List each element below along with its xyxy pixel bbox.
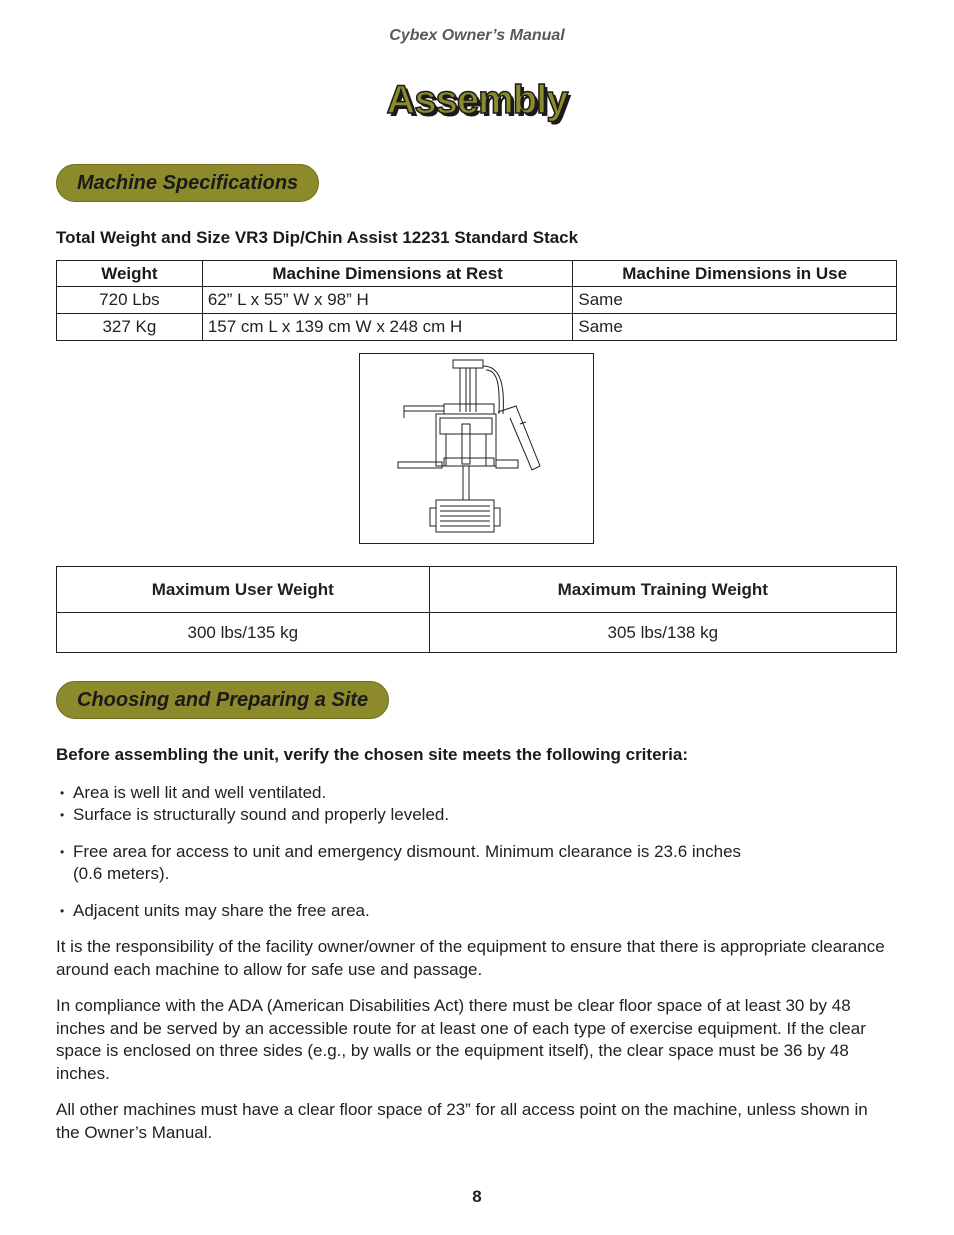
paragraph-clear-floor-space: All other machines must have a clear floor space of 23” for all access point on the machine, unless shown in the Owner’s Manual.: [56, 1100, 868, 1142]
list-item: [60, 782, 880, 804]
cell-max-user-weight: 300 lbs/135 kg: [57, 613, 430, 653]
cell-max-training-weight: 305 lbs/138 kg: [429, 613, 896, 653]
table-row: [57, 613, 897, 653]
list-item: [60, 900, 880, 922]
running-header: Cybex Owner’s Manual: [389, 27, 565, 44]
page-title: Assembly: [386, 78, 568, 122]
table-row: [57, 314, 897, 341]
page-number: 8: [472, 1187, 482, 1206]
section-heading-choosing-site: Choosing and Preparing a Site: [56, 681, 389, 719]
spec-table-caption: Total Weight and Size VR3 Dip/Chin Assist 12231 Standard Stack: [56, 228, 579, 247]
bullet-text: Free area for access to unit and emergency dismount. Minimum clearance is 23.6 inches: [73, 842, 742, 861]
spec-cell-dimensions-use: Same: [573, 314, 897, 341]
table-row: [57, 287, 897, 314]
machine-figure: [359, 353, 594, 544]
paragraph-responsibility: It is the responsibility of the facility owner/owner of the equipment to ensure that there is appropriate clearance around each machine to allow for safe use and passage.: [56, 937, 885, 979]
load-table-header-row: [57, 567, 897, 613]
bullet-text: Surface is structurally sound and properly leveled.: [73, 805, 450, 824]
header-max-user-weight: Maximum User Weight: [57, 567, 430, 613]
load-table: [56, 566, 897, 653]
spec-table: [56, 260, 897, 341]
section-heading-machine-specifications: Machine Specifications: [56, 164, 319, 202]
bullet-text-continuation: (0.6 meters).: [73, 864, 170, 883]
spec-cell-dimensions-rest: 157 cm L x 139 cm W x 248 cm H: [202, 314, 573, 341]
spec-header-dimensions-rest: Machine Dimensions at Rest: [202, 261, 573, 287]
spec-header-dimensions-use: Machine Dimensions in Use: [573, 261, 897, 287]
spec-cell-dimensions-use: Same: [573, 287, 897, 314]
spec-header-weight: Weight: [57, 261, 203, 287]
list-item: [60, 804, 880, 826]
bullet-icon: •: [60, 786, 65, 800]
header-max-training-weight: Maximum Training Weight: [429, 567, 896, 613]
spec-cell-weight: 327 Kg: [57, 314, 203, 341]
paragraph-ada-compliance: In compliance with the ADA (American Disabilities Act) there must be clear floor space of at least 30 by 48 inches and be served by an accessible route for at least one of each type of exercise equipment. If the clear space is enclosed on three sides (e.g., by walls or the equipment itself), the clear space must be 36 by 48 inches.: [56, 996, 866, 1083]
bullet-icon: •: [60, 808, 65, 822]
site-criteria-lead: Before assembling the unit, verify the chosen site meets the following criteria:: [56, 745, 688, 764]
spec-cell-weight: 720 Lbs: [57, 287, 203, 314]
bullet-text: Area is well lit and well ventilated.: [73, 783, 327, 802]
spec-table-header-row: [57, 261, 897, 287]
bullet-icon: •: [60, 845, 65, 859]
list-item: [60, 841, 880, 885]
bullet-text: Adjacent units may share the free area.: [73, 901, 370, 920]
bullet-icon: •: [60, 904, 65, 918]
spec-cell-dimensions-rest: 62” L x 55” W x 98” H: [202, 287, 573, 314]
machine-top-view-icon: [360, 354, 592, 542]
